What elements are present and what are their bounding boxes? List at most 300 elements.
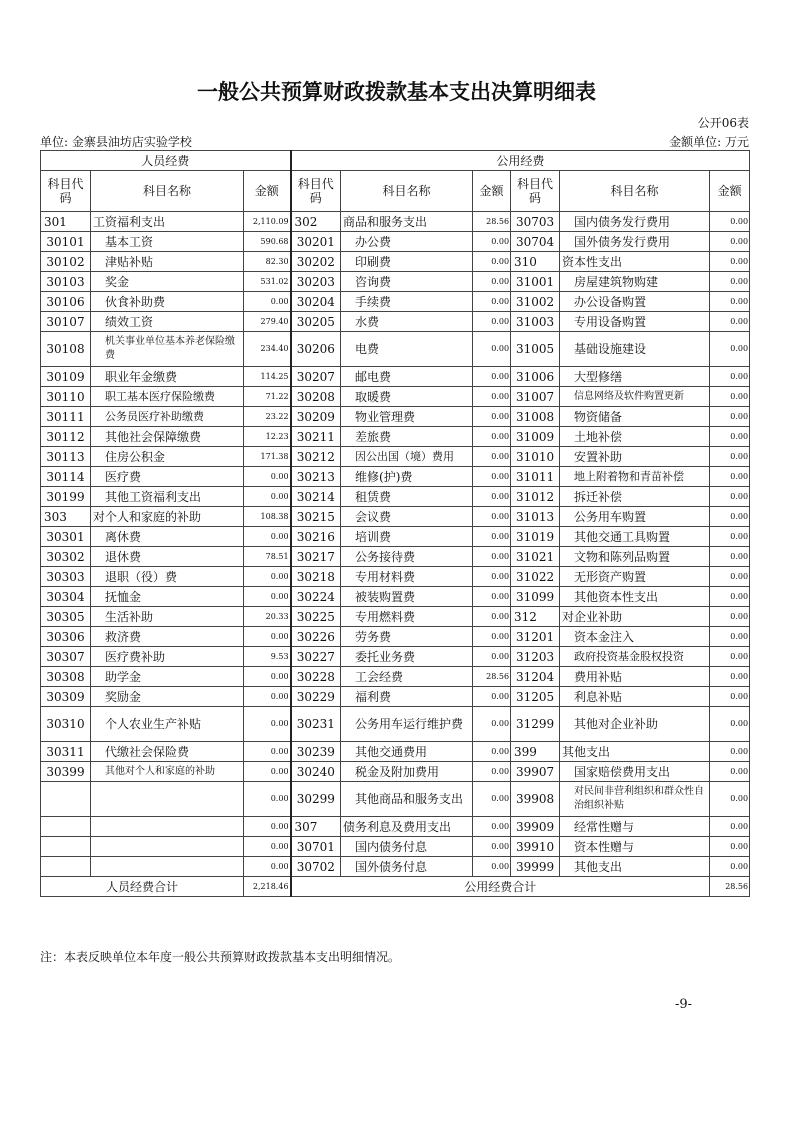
public-amount: 0.00 xyxy=(473,762,511,782)
table-row xyxy=(41,272,750,292)
table-row xyxy=(41,427,750,447)
personnel-header: 人员经费 xyxy=(41,151,291,171)
public-code: 30228 xyxy=(291,667,341,687)
public-name-2: 资本性支出 xyxy=(560,252,710,272)
public-code: 30206 xyxy=(291,332,341,367)
personnel-name: 津贴补贴 xyxy=(91,252,244,272)
personnel-amount: 0.00 xyxy=(244,782,291,817)
public-name-2: 其他支出 xyxy=(560,742,710,762)
public-amount-2: 0.00 xyxy=(710,742,750,762)
personnel-amount: 0.00 xyxy=(244,817,291,837)
public-code-2: 31003 xyxy=(511,312,560,332)
public-code-2: 31008 xyxy=(511,407,560,427)
header-row-columns xyxy=(41,171,750,212)
form-number: 公开06表 xyxy=(697,116,749,130)
public-amount: 0.00 xyxy=(473,292,511,312)
public-code-2: 399 xyxy=(511,742,560,762)
public-name: 培训费 xyxy=(341,527,473,547)
public-name: 专用材料费 xyxy=(341,567,473,587)
public-total-amount: 28.56 xyxy=(710,877,750,897)
public-amount-2: 0.00 xyxy=(710,782,750,817)
public-name-2: 对企业补助 xyxy=(560,607,710,627)
personnel-amount: 0.00 xyxy=(244,567,291,587)
public-code: 30204 xyxy=(291,292,341,312)
public-name: 国外债务付息 xyxy=(341,857,473,877)
public-name-2: 其他资本性支出 xyxy=(560,587,710,607)
public-amount-2: 0.00 xyxy=(710,587,750,607)
public-amount-2: 0.00 xyxy=(710,292,750,312)
public-name: 公务接待费 xyxy=(341,547,473,567)
public-name-2: 其他交通工具购置 xyxy=(560,527,710,547)
public-name-2: 拆迁补偿 xyxy=(560,487,710,507)
public-amount-2: 0.00 xyxy=(710,687,750,707)
public-amount: 0.00 xyxy=(473,607,511,627)
public-name: 税金及附加费用 xyxy=(341,762,473,782)
personnel-amount: 0.00 xyxy=(244,487,291,507)
public-name-2: 安置补助 xyxy=(560,447,710,467)
col-header-code: 科目代码 xyxy=(41,171,91,212)
public-amount-2: 0.00 xyxy=(710,407,750,427)
page-number: -9- xyxy=(675,997,693,1012)
public-amount-2: 0.00 xyxy=(710,707,750,742)
public-amount-2: 0.00 xyxy=(710,762,750,782)
personnel-name: 伙食补助费 xyxy=(91,292,244,312)
personnel-amount: 0.00 xyxy=(244,587,291,607)
public-code-2: 31012 xyxy=(511,487,560,507)
personnel-amount: 23.22 xyxy=(244,407,291,427)
personnel-code: 30110 xyxy=(41,387,91,407)
personnel-amount: 71.22 xyxy=(244,387,291,407)
public-amount: 28.56 xyxy=(473,667,511,687)
public-amount: 0.00 xyxy=(473,312,511,332)
public-code: 30215 xyxy=(291,507,341,527)
table-row xyxy=(41,332,750,367)
public-amount-2: 0.00 xyxy=(710,627,750,647)
public-amount: 0.00 xyxy=(473,427,511,447)
public-amount-2: 0.00 xyxy=(710,232,750,252)
personnel-amount: 12.23 xyxy=(244,427,291,447)
table-body xyxy=(41,212,750,877)
public-amount: 0.00 xyxy=(473,687,511,707)
table-row xyxy=(41,487,750,507)
personnel-amount: 114.25 xyxy=(244,367,291,387)
public-name-2: 费用补贴 xyxy=(560,667,710,687)
public-name: 办公费 xyxy=(341,232,473,252)
public-name-2: 专用设备购置 xyxy=(560,312,710,332)
personnel-code: 30309 xyxy=(41,687,91,707)
public-name: 物业管理费 xyxy=(341,407,473,427)
public-code: 30227 xyxy=(291,647,341,667)
personnel-code: 30305 xyxy=(41,607,91,627)
personnel-amount: 0.00 xyxy=(244,667,291,687)
personnel-amount: 0.00 xyxy=(244,762,291,782)
personnel-code: 30101 xyxy=(41,232,91,252)
public-amount-2: 0.00 xyxy=(710,212,750,232)
personnel-code xyxy=(41,857,91,877)
public-code-2: 31204 xyxy=(511,667,560,687)
public-name-2: 办公设备购置 xyxy=(560,292,710,312)
personnel-amount: 9.53 xyxy=(244,647,291,667)
public-code-2: 31022 xyxy=(511,567,560,587)
public-name-2: 公务用车购置 xyxy=(560,507,710,527)
public-code-2: 39907 xyxy=(511,762,560,782)
public-code: 30224 xyxy=(291,587,341,607)
public-amount: 0.00 xyxy=(473,837,511,857)
personnel-code xyxy=(41,837,91,857)
public-amount: 0.00 xyxy=(473,232,511,252)
public-amount-2: 0.00 xyxy=(710,527,750,547)
public-amount: 0.00 xyxy=(473,487,511,507)
public-amount: 0.00 xyxy=(473,387,511,407)
public-code-2: 31021 xyxy=(511,547,560,567)
personnel-name: 住房公积金 xyxy=(91,447,244,467)
personnel-name: 其他工资福利支出 xyxy=(91,487,244,507)
public-code-2: 31203 xyxy=(511,647,560,667)
public-name-2: 文物和陈列品购置 xyxy=(560,547,710,567)
personnel-name: 医疗费 xyxy=(91,467,244,487)
public-amount: 0.00 xyxy=(473,527,511,547)
table-row xyxy=(41,607,750,627)
public-name-2: 其他对企业补助 xyxy=(560,707,710,742)
personnel-name: 对个人和家庭的补助 xyxy=(91,507,244,527)
public-name-2: 国内债务发行费用 xyxy=(560,212,710,232)
table-row xyxy=(41,447,750,467)
public-name-2: 基础设施建设 xyxy=(560,332,710,367)
public-code-2: 31019 xyxy=(511,527,560,547)
public-amount-2: 0.00 xyxy=(710,817,750,837)
public-code: 30216 xyxy=(291,527,341,547)
public-name: 公务用车运行维护费 xyxy=(341,707,473,742)
table-row xyxy=(41,567,750,587)
public-amount: 0.00 xyxy=(473,782,511,817)
public-amount-2: 0.00 xyxy=(710,647,750,667)
public-amount-2: 0.00 xyxy=(710,447,750,467)
public-code: 30203 xyxy=(291,272,341,292)
personnel-code: 301 xyxy=(41,212,91,232)
public-name-2: 其他支出 xyxy=(560,857,710,877)
table-row xyxy=(41,212,750,232)
public-name: 水费 xyxy=(341,312,473,332)
public-code-2: 312 xyxy=(511,607,560,627)
public-code-2: 31001 xyxy=(511,272,560,292)
public-amount-2: 0.00 xyxy=(710,332,750,367)
personnel-code: 30112 xyxy=(41,427,91,447)
public-code: 30211 xyxy=(291,427,341,447)
public-name: 其他交通费用 xyxy=(341,742,473,762)
public-code: 30214 xyxy=(291,487,341,507)
personnel-name xyxy=(91,817,244,837)
personnel-code: 30311 xyxy=(41,742,91,762)
public-code-2: 31002 xyxy=(511,292,560,312)
public-code: 30209 xyxy=(291,407,341,427)
personnel-code xyxy=(41,817,91,837)
table-row xyxy=(41,387,750,407)
public-name-2: 地上附着物和青苗补偿 xyxy=(560,467,710,487)
public-name: 差旅费 xyxy=(341,427,473,447)
personnel-amount: 0.00 xyxy=(244,837,291,857)
public-code-2: 30704 xyxy=(511,232,560,252)
table-row xyxy=(41,817,750,837)
public-amount: 0.00 xyxy=(473,742,511,762)
public-amount-2: 0.00 xyxy=(710,547,750,567)
table-row xyxy=(41,292,750,312)
personnel-amount: 20.33 xyxy=(244,607,291,627)
public-amount: 0.00 xyxy=(473,707,511,742)
personnel-name: 退休费 xyxy=(91,547,244,567)
reporting-unit: 单位: 金寨县油坊店实验学校 xyxy=(40,135,192,149)
public-amount: 0.00 xyxy=(473,587,511,607)
personnel-name: 助学金 xyxy=(91,667,244,687)
col-header-amount: 金额 xyxy=(710,171,750,212)
public-amount-2: 0.00 xyxy=(710,367,750,387)
public-name-2: 对民间非营利组织和群众性自治组织补贴 xyxy=(560,782,710,817)
personnel-name: 生活补助 xyxy=(91,607,244,627)
public-code: 30229 xyxy=(291,687,341,707)
public-code: 30208 xyxy=(291,387,341,407)
public-name: 因公出国（境）费用 xyxy=(341,447,473,467)
personnel-name: 奖励金 xyxy=(91,687,244,707)
page-title: 一般公共预算财政拨款基本支出决算明细表 xyxy=(197,80,596,104)
public-name: 电费 xyxy=(341,332,473,367)
public-amount-2: 0.00 xyxy=(710,607,750,627)
public-amount-2: 0.00 xyxy=(710,312,750,332)
public-name-2: 国家赔偿费用支出 xyxy=(560,762,710,782)
personnel-code: 30301 xyxy=(41,527,91,547)
public-amount: 0.00 xyxy=(473,252,511,272)
public-name: 专用燃料费 xyxy=(341,607,473,627)
public-code: 30299 xyxy=(291,782,341,817)
table-row xyxy=(41,707,750,742)
personnel-code: 30302 xyxy=(41,547,91,567)
public-name: 印刷费 xyxy=(341,252,473,272)
col-header-name: 科目名称 xyxy=(341,171,473,212)
table-row xyxy=(41,687,750,707)
public-name: 委托业务费 xyxy=(341,647,473,667)
public-code: 30231 xyxy=(291,707,341,742)
public-amount: 0.00 xyxy=(473,332,511,367)
public-code-2: 39908 xyxy=(511,782,560,817)
personnel-name xyxy=(91,857,244,877)
personnel-amount: 0.00 xyxy=(244,707,291,742)
personnel-code: 30111 xyxy=(41,407,91,427)
public-name: 咨询费 xyxy=(341,272,473,292)
personnel-name: 医疗费补助 xyxy=(91,647,244,667)
table-row xyxy=(41,762,750,782)
public-code: 30212 xyxy=(291,447,341,467)
public-amount: 28.56 xyxy=(473,212,511,232)
personnel-amount: 0.00 xyxy=(244,627,291,647)
public-code-2: 31006 xyxy=(511,367,560,387)
personnel-amount: 171.38 xyxy=(244,447,291,467)
personnel-name: 其他对个人和家庭的补助 xyxy=(91,762,244,782)
public-amount: 0.00 xyxy=(473,857,511,877)
public-name-2: 物资储备 xyxy=(560,407,710,427)
public-code-2: 31009 xyxy=(511,427,560,447)
public-code: 30202 xyxy=(291,252,341,272)
public-code: 30201 xyxy=(291,232,341,252)
table-row xyxy=(41,467,750,487)
table-row xyxy=(41,647,750,667)
public-code: 30205 xyxy=(291,312,341,332)
public-amount-2: 0.00 xyxy=(710,427,750,447)
header-row-group xyxy=(41,151,750,171)
public-code-2: 39999 xyxy=(511,857,560,877)
public-code-2: 31010 xyxy=(511,447,560,467)
table-row xyxy=(41,312,750,332)
public-code: 30240 xyxy=(291,762,341,782)
public-name-2: 利息补贴 xyxy=(560,687,710,707)
public-name: 维修(护)费 xyxy=(341,467,473,487)
public-code-2: 31205 xyxy=(511,687,560,707)
money-unit: 金额单位: 万元 xyxy=(669,135,749,149)
public-name-2: 经常性赠与 xyxy=(560,817,710,837)
public-amount: 0.00 xyxy=(473,627,511,647)
personnel-total-label: 人员经费合计 xyxy=(41,877,244,897)
public-code-2: 31013 xyxy=(511,507,560,527)
personnel-amount: 108.38 xyxy=(244,507,291,527)
personnel-name: 个人农业生产补贴 xyxy=(91,707,244,742)
personnel-amount: 82.30 xyxy=(244,252,291,272)
public-amount-2: 0.00 xyxy=(710,467,750,487)
personnel-name: 机关事业单位基本养老保险缴费 xyxy=(91,332,244,367)
personnel-code: 30103 xyxy=(41,272,91,292)
public-amount-2: 0.00 xyxy=(710,567,750,587)
personnel-total-amount: 2,218.46 xyxy=(244,877,291,897)
personnel-code: 30304 xyxy=(41,587,91,607)
personnel-amount: 2,110.09 xyxy=(244,212,291,232)
table-row xyxy=(41,367,750,387)
table-row xyxy=(41,857,750,877)
public-amount-2: 0.00 xyxy=(710,252,750,272)
public-name-2: 土地补偿 xyxy=(560,427,710,447)
public-code-2: 30703 xyxy=(511,212,560,232)
public-amount: 0.00 xyxy=(473,547,511,567)
public-name: 取暖费 xyxy=(341,387,473,407)
personnel-name xyxy=(91,782,244,817)
public-name: 国内债务付息 xyxy=(341,837,473,857)
public-amount: 0.00 xyxy=(473,367,511,387)
col-header-code: 科目代码 xyxy=(511,171,560,212)
public-code-2: 39910 xyxy=(511,837,560,857)
public-name-2: 资本金注入 xyxy=(560,627,710,647)
public-amount-2: 0.00 xyxy=(710,507,750,527)
table-row xyxy=(41,627,750,647)
public-code: 307 xyxy=(291,817,341,837)
personnel-amount: 0.00 xyxy=(244,527,291,547)
public-code-2: 31011 xyxy=(511,467,560,487)
public-amount: 0.00 xyxy=(473,467,511,487)
personnel-code xyxy=(41,782,91,817)
public-amount-2: 0.00 xyxy=(710,487,750,507)
table-row xyxy=(41,742,750,762)
personnel-name: 离休费 xyxy=(91,527,244,547)
public-header: 公用经费 xyxy=(291,151,750,171)
personnel-amount: 279.40 xyxy=(244,312,291,332)
col-header-name: 科目名称 xyxy=(560,171,710,212)
public-code-2: 31201 xyxy=(511,627,560,647)
public-amount-2: 0.00 xyxy=(710,387,750,407)
personnel-code: 30108 xyxy=(41,332,91,367)
public-name-2: 大型修缮 xyxy=(560,367,710,387)
personnel-code: 30114 xyxy=(41,467,91,487)
col-header-amount: 金额 xyxy=(473,171,511,212)
public-name: 租赁费 xyxy=(341,487,473,507)
public-amount-2: 0.00 xyxy=(710,667,750,687)
totals-row xyxy=(41,877,750,897)
public-code-2: 31005 xyxy=(511,332,560,367)
public-name: 手续费 xyxy=(341,292,473,312)
public-name: 被装购置费 xyxy=(341,587,473,607)
table-row xyxy=(41,407,750,427)
personnel-name: 职业年金缴费 xyxy=(91,367,244,387)
public-amount: 0.00 xyxy=(473,447,511,467)
table-row xyxy=(41,587,750,607)
footnote: 注：本表反映单位本年度一般公共预算财政拨款基本支出明细情况。 xyxy=(40,950,401,964)
public-total-label: 公用经费合计 xyxy=(291,877,710,897)
personnel-code: 30308 xyxy=(41,667,91,687)
personnel-code: 30106 xyxy=(41,292,91,312)
personnel-code: 303 xyxy=(41,507,91,527)
public-code-2: 310 xyxy=(511,252,560,272)
table-row xyxy=(41,507,750,527)
public-name-2: 房屋建筑物购建 xyxy=(560,272,710,292)
table-row xyxy=(41,782,750,817)
public-code: 30702 xyxy=(291,857,341,877)
personnel-amount: 78.51 xyxy=(244,547,291,567)
personnel-name: 其他社会保障缴费 xyxy=(91,427,244,447)
personnel-name: 绩效工资 xyxy=(91,312,244,332)
table-row xyxy=(41,252,750,272)
public-amount: 0.00 xyxy=(473,647,511,667)
public-name-2: 政府投资基金股权投资 xyxy=(560,647,710,667)
personnel-name: 公务员医疗补助缴费 xyxy=(91,407,244,427)
public-code-2: 31299 xyxy=(511,707,560,742)
public-code: 30701 xyxy=(291,837,341,857)
personnel-code: 30303 xyxy=(41,567,91,587)
personnel-name: 代缴社会保险费 xyxy=(91,742,244,762)
table-row xyxy=(41,837,750,857)
public-name: 会议费 xyxy=(341,507,473,527)
personnel-amount: 590.68 xyxy=(244,232,291,252)
public-amount: 0.00 xyxy=(473,817,511,837)
public-code: 30225 xyxy=(291,607,341,627)
table-row xyxy=(41,667,750,687)
public-name-2: 资本性赠与 xyxy=(560,837,710,857)
public-name: 债务利息及费用支出 xyxy=(341,817,473,837)
table-row xyxy=(41,232,750,252)
col-header-name: 科目名称 xyxy=(91,171,244,212)
public-code-2: 31007 xyxy=(511,387,560,407)
personnel-code: 30399 xyxy=(41,762,91,782)
public-amount-2: 0.00 xyxy=(710,272,750,292)
public-name-2: 无形资产购置 xyxy=(560,567,710,587)
public-name-2: 国外债务发行费用 xyxy=(560,232,710,252)
public-amount-2: 0.00 xyxy=(710,857,750,877)
col-header-code: 科目代码 xyxy=(291,171,341,212)
personnel-code: 30307 xyxy=(41,647,91,667)
public-code: 30218 xyxy=(291,567,341,587)
personnel-amount: 0.00 xyxy=(244,742,291,762)
personnel-code: 30102 xyxy=(41,252,91,272)
public-code-2: 39909 xyxy=(511,817,560,837)
personnel-amount: 0.00 xyxy=(244,857,291,877)
personnel-name: 抚恤金 xyxy=(91,587,244,607)
personnel-code: 30199 xyxy=(41,487,91,507)
public-amount: 0.00 xyxy=(473,272,511,292)
public-amount: 0.00 xyxy=(473,407,511,427)
table-row xyxy=(41,527,750,547)
public-name: 商品和服务支出 xyxy=(341,212,473,232)
